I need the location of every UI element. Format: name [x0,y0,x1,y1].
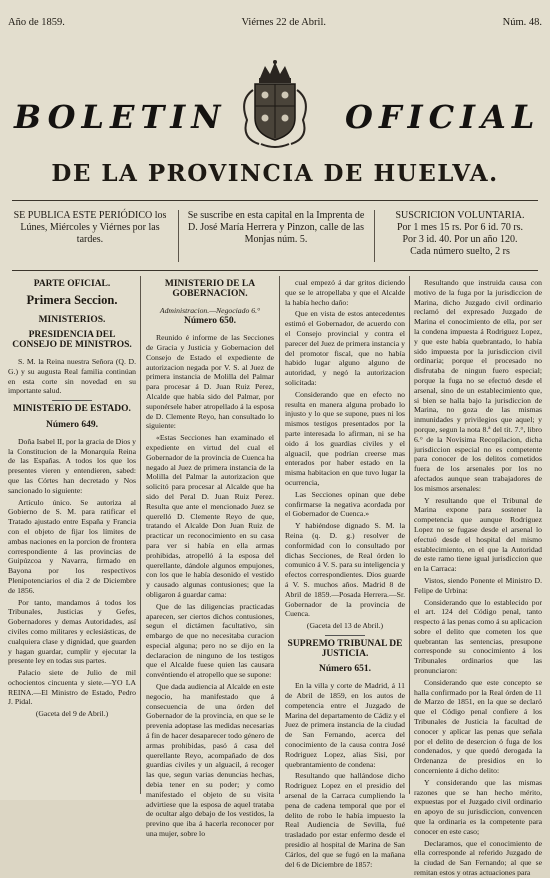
paragraph: Declaramos, que el conocimiento de ella corresponde al referido Juzgado de la ciudad de San Fernando; al que se remitan estos y otras actuaciones para [414,838,542,878]
royal-crest-icon [225,60,325,152]
subscription-info [8,210,542,270]
paragraph: «Estas Secciones han examinado el expediente en virtud del cual el Gobernador de la provincia de Cuenca ha negado al Juez de primera instancia de la Molilla del Palmar la autorizacion que solicitó para procesar al Alcalde que ha sido del Peral D. Juan Ruiz Perez. Resulta que ante el mencionado Juez se querelló D. Clemente Reyo de que, tratando el Alcalde Don Juan Ruiz de practicar un reconocimiento en su casa para ver si había en ella armas prohibidas, atropelló á la esposa del querellante, dándole algunos empujones, con los que le había desonido el vestido y causado algunas contusiones; que la obligaron á guardar cama: [146,433,274,599]
gazette-citation: (Gaceta del 9 de Abril.) [35,709,109,719]
item-number: Número 649. [45,419,99,430]
paragraph: Artículo único. Se autoriza al Gobierno de S. M. para ratificar el Tratado ajustado entre España y Francia con el objeto de fijar los límites de ambas naciones en la porcion de frontera correspondiente á las provincias de Guipúzcoa y Navarra, firmado en Bayona por los respectivos Plenipotenciarios el dia 2 de Diciembre de 1856. [8,497,136,595]
subscription-place: Se suscribe en esta capital en la Imprenta de D. José María Herrera y Pinzon, calle de las Monjas núm. 5. [187,210,365,245]
ministries-heading: MINISTERIOS. [38,314,106,325]
paragraph: En la villa y corte de Madrid, á 11 de Abril de 1859, en los autos de competencia entre el Juzgado de Marina del departamento de Cádiz y el Juez de primera instancia de la ciudad de San Fernando, acerca del conocimiento de la causa contra José Rodriguez Lopez, alias Sisi, por quebrantamiento de condena: [285,681,405,769]
paragraph: cual empezó á dar gritos diciendo que se le atropellaba y que el Alcalde la había hecho daño: [285,278,405,307]
paragraph: Resultando que instruida causa con motivo de la fuga por la jurisdiccion de Marina, dicho Juzgado civil ordinario reclamó del expresado Juzgado de Marina el conocimiento de ella, por ser la condena impuesta á Rodriguez Lopez, y que este había quebrantado, lo había sido impuesta por la jurisdiccion civil ordinaria; porque el procesado no disfrutaba de ningun fuero especial; porque la fuga no se efectuó desde el arsenal, sino de un establecimiento que, si bien se halla bajo la jurisdiccion de Marina, no goza de las mismas inmunidades y privilegios que aquel; y porque, segun la nota 8.ª del tít. 7.°, libro 6.° de la Novísima Recopilacion, dicha jurisdiccion especial no es competente para conocer de los delitos cometidos fuera de los arsenales por los no afectados aunque sean trabajadores de los mismos arsenales: [414,278,542,493]
price-line-2: Por 3 id. 40. Por un año 120. [402,234,518,245]
paragraph: Reunido é informe de las Secciones de Gracia y Justicia y Gobernacion del Consejo de Estado el expediente de autorizacion negada por V. S. al Juez de primera instancia de Molilla del Palmar para procesar á D. Juan Ruiz Perez, Alcalde que había sido del Palmar, por suponérsele haber atropellado á la esposa de D. Clemente Reyo, han consultado lo siguiente: [146,333,274,431]
paragraph: Que en vista de estos antecedentes estimó el Gobernador, de acuerdo con el Consejo provincial y contra el parecer del Juez de primera instancia y del promotor fiscal, que no había habido lugar alguno alguno de autoridad, y negó la autorizacion solicitada: [285,309,405,387]
section-subheading: Primera Seccion. [26,292,118,307]
price-line-3: Cada número suelto, 2 rs [410,246,510,257]
subscription-prices [380,210,540,258]
gazette-citation: (Gaceta del 13 de Abril.) [306,621,384,631]
paragraph: Doña Isabel II, por la gracia de Dios y la Constitucion de la Monarquía Reina de las Españas. A todos los que los presentes vieren y entendieren, sabed: que las Córtes han decretado y Nos sancionado lo siguiente: [8,436,136,495]
item-number: Número 650. [183,316,237,327]
paragraph: Considerando que este concepto se halla confirmado por la Real órden de 11 de Marzo de 1851, en la que se declaró que el Código penal confiere á los Tribunales de Justicia la facultad de conocer y aplicar las penas que señala por el delito de desercion ó fuga de los condenados, y que quedó derogada la Ordenanza de presidios en lo concerniente á dicho delito: [414,677,542,776]
ministry-heading: MINISTERIO DE ESTADO. [13,404,131,415]
paragraph: Que de las diligencias practicadas aparecen, ser ciertos dichos contusiones, segun el dictámen facultativo, sin embargo de que no necesitaba curacion especial alguna; pero no se dijo en la declaracion de ninguno de los testigos que el Alcalde fuese quien las causara convéntiendo el atropello que se supone: [146,601,274,680]
issue-number: Núm. 48. [502,16,542,28]
rule-bottom [12,270,538,271]
divider [374,210,375,262]
year-label: Año de 1859. [8,16,65,28]
item-number: Número 651. [318,664,372,675]
masthead [0,60,550,187]
paragraph: Resultando que hallándose dicho Rodriguez Lopez en el presidio del arsenal de la Carraca cumpliendo la pena de cadena temporal que por el delito de robo le había impuesto la Real Audiencia de Sevilla, fué trasladado por estar enfermo desde el presidio al hospital de Marina de San Cárlos, del que se fugó en la mañana del 6 de Diciembre de 1857: [285,771,405,869]
masthead-word-boletin: BOLETIN [14,98,227,136]
rule-top [12,200,538,201]
masthead-word-oficial: OFICIAL [345,98,541,136]
paragraph: Y resultando que el Tribunal de Marina expone para sostener la competencia que aunque Rodriguez Lopez no se fugase desde el arsenal lo efectuó desde el hospital del mismo establecimiento, en el que la Autoridad de este ramo tiene igual jurisdiccion que en la Carraca: [414,495,542,574]
tribunal-heading: SUPREMO TRIBUNAL DE JUSTICIA. [287,638,403,659]
column-1 [8,278,136,794]
section-heading: PARTE OFICIAL. [33,279,111,289]
ministry-heading: MINISTERIO DE LA GOBERNACION. [164,279,256,299]
separator [52,400,92,401]
publication-days: SE PUBLICA ESTE PERIÓDICO los Lúnes, Miércoles y Viérnes por las tardes. [13,210,167,245]
prices-title: SUSCRICION VOLUNTARIA. [395,210,525,221]
divider [178,210,179,262]
province-title: DE LA PROVINCIA DE HUELVA. [51,160,499,187]
paragraph: Por tanto, mandamos á todos los Tribunales, Justicias y Gefes, Gobernadores y demas Autoridades, así civiles como militares y eclesiásticas, de cualquiera clase y dignidad, que guarden y hagan guardar, cumplir y ejecutar la presente ley en todas sus partes. [8,597,136,666]
paragraph: Las Secciones opinan que debe confirmarse la negativa acordada por el Gobernador de Cuenca.» [285,489,405,519]
paragraph: Vistos, siendo Ponente el Ministro D. Felipe de Urbina: [414,575,542,595]
paragraph: Y habiéndose dignado S. M. la Reina (q. D. g.) resolver de conformidad con lo consultado por dichas Secciones, de Real órden lo comunico á V. S. para su inteligencia y efectos correspondientes. Dios guarde á V. S. muchos años. Madrid 8 de Abril de 1859.—Posada Herrera.—Sr. Gobernador de la provincia de Cuenca. [285,521,405,619]
paragraph: Y considerando que las mismas razones que se han hecho mérito, expuestas por el Juzgado civil ordinario en apoyo de su jurisdiccion, convencen que la ordinaria es la competente para conocer en este caso; [414,777,542,836]
administration-line: Administracion.—Negociado 6.° [159,305,261,315]
column-divider [140,276,141,794]
presidency-heading: PRESIDENCIA DEL CONSEJO DE MINISTROS. [12,330,132,351]
price-line-1: Por 1 mes 15 rs. Por 6 id. 70 rs. [396,222,524,233]
paragraph: Que dada audiencia al Alcalde en este negocio, ha manifestado que á consecuencia de una órden del Gobernador de la provincia, en que se le prevenia adoptase las medidas necesarias á fin de hacer desaparecer todo género de armas prohibidas, pasó á casa del querellante Reyo, acompañado de dos guardias civiles y un alguacil, á recoger las que, segun varias denuncias hechas, debia tener en su poder; y como manifestado el objeto de su visita advirtiese que la esposa de aquel trataba de ocultar algo debajo de los vestidos, la previno que iba á hacerla reconocer por una mujer, sobre lo [146,682,274,839]
column-divider [409,276,410,794]
date-label: Viérnes 22 de Abril. [241,16,327,28]
column-4 [414,278,542,878]
paragraph: Considerando que lo establecido por el art. 124 del Código penal, tanto respecto á las penas como á su aplicacion sobre el delito que cometen los que quebrantan las sentencias, presupone corresponde su conocimiento á los Tribunales ordinarios que las pronunciaron: [414,597,542,676]
paragraph: Considerando que en efecto no resulta en manera alguna probado lo injusto y lo que se supone, pues ni los mismos testigos presentados por la parte interesada lo afirman, ni se ha oido á los guardias civiles y el alguacil, que podrían creerse mas enterados por haber estado en la misma habitacion en que tuvo lugar la ocurrencia, [285,389,405,487]
paragraph: Palacio siete de Julio de mil ochocientos cincuenta y siete.—YO LA REINA.—El Ministro de Estado, Pedro J. Pidal. [8,668,136,707]
column-2 [146,278,274,839]
column-divider [279,276,280,794]
top-line [8,4,542,40]
paragraph: S. M. la Reina nuestra Señora (Q. D. G.) y su augusta Real familia continúan en esta corte sin novedad en su importante salud. [8,356,136,396]
column-3 [285,278,405,869]
separator [325,635,365,636]
